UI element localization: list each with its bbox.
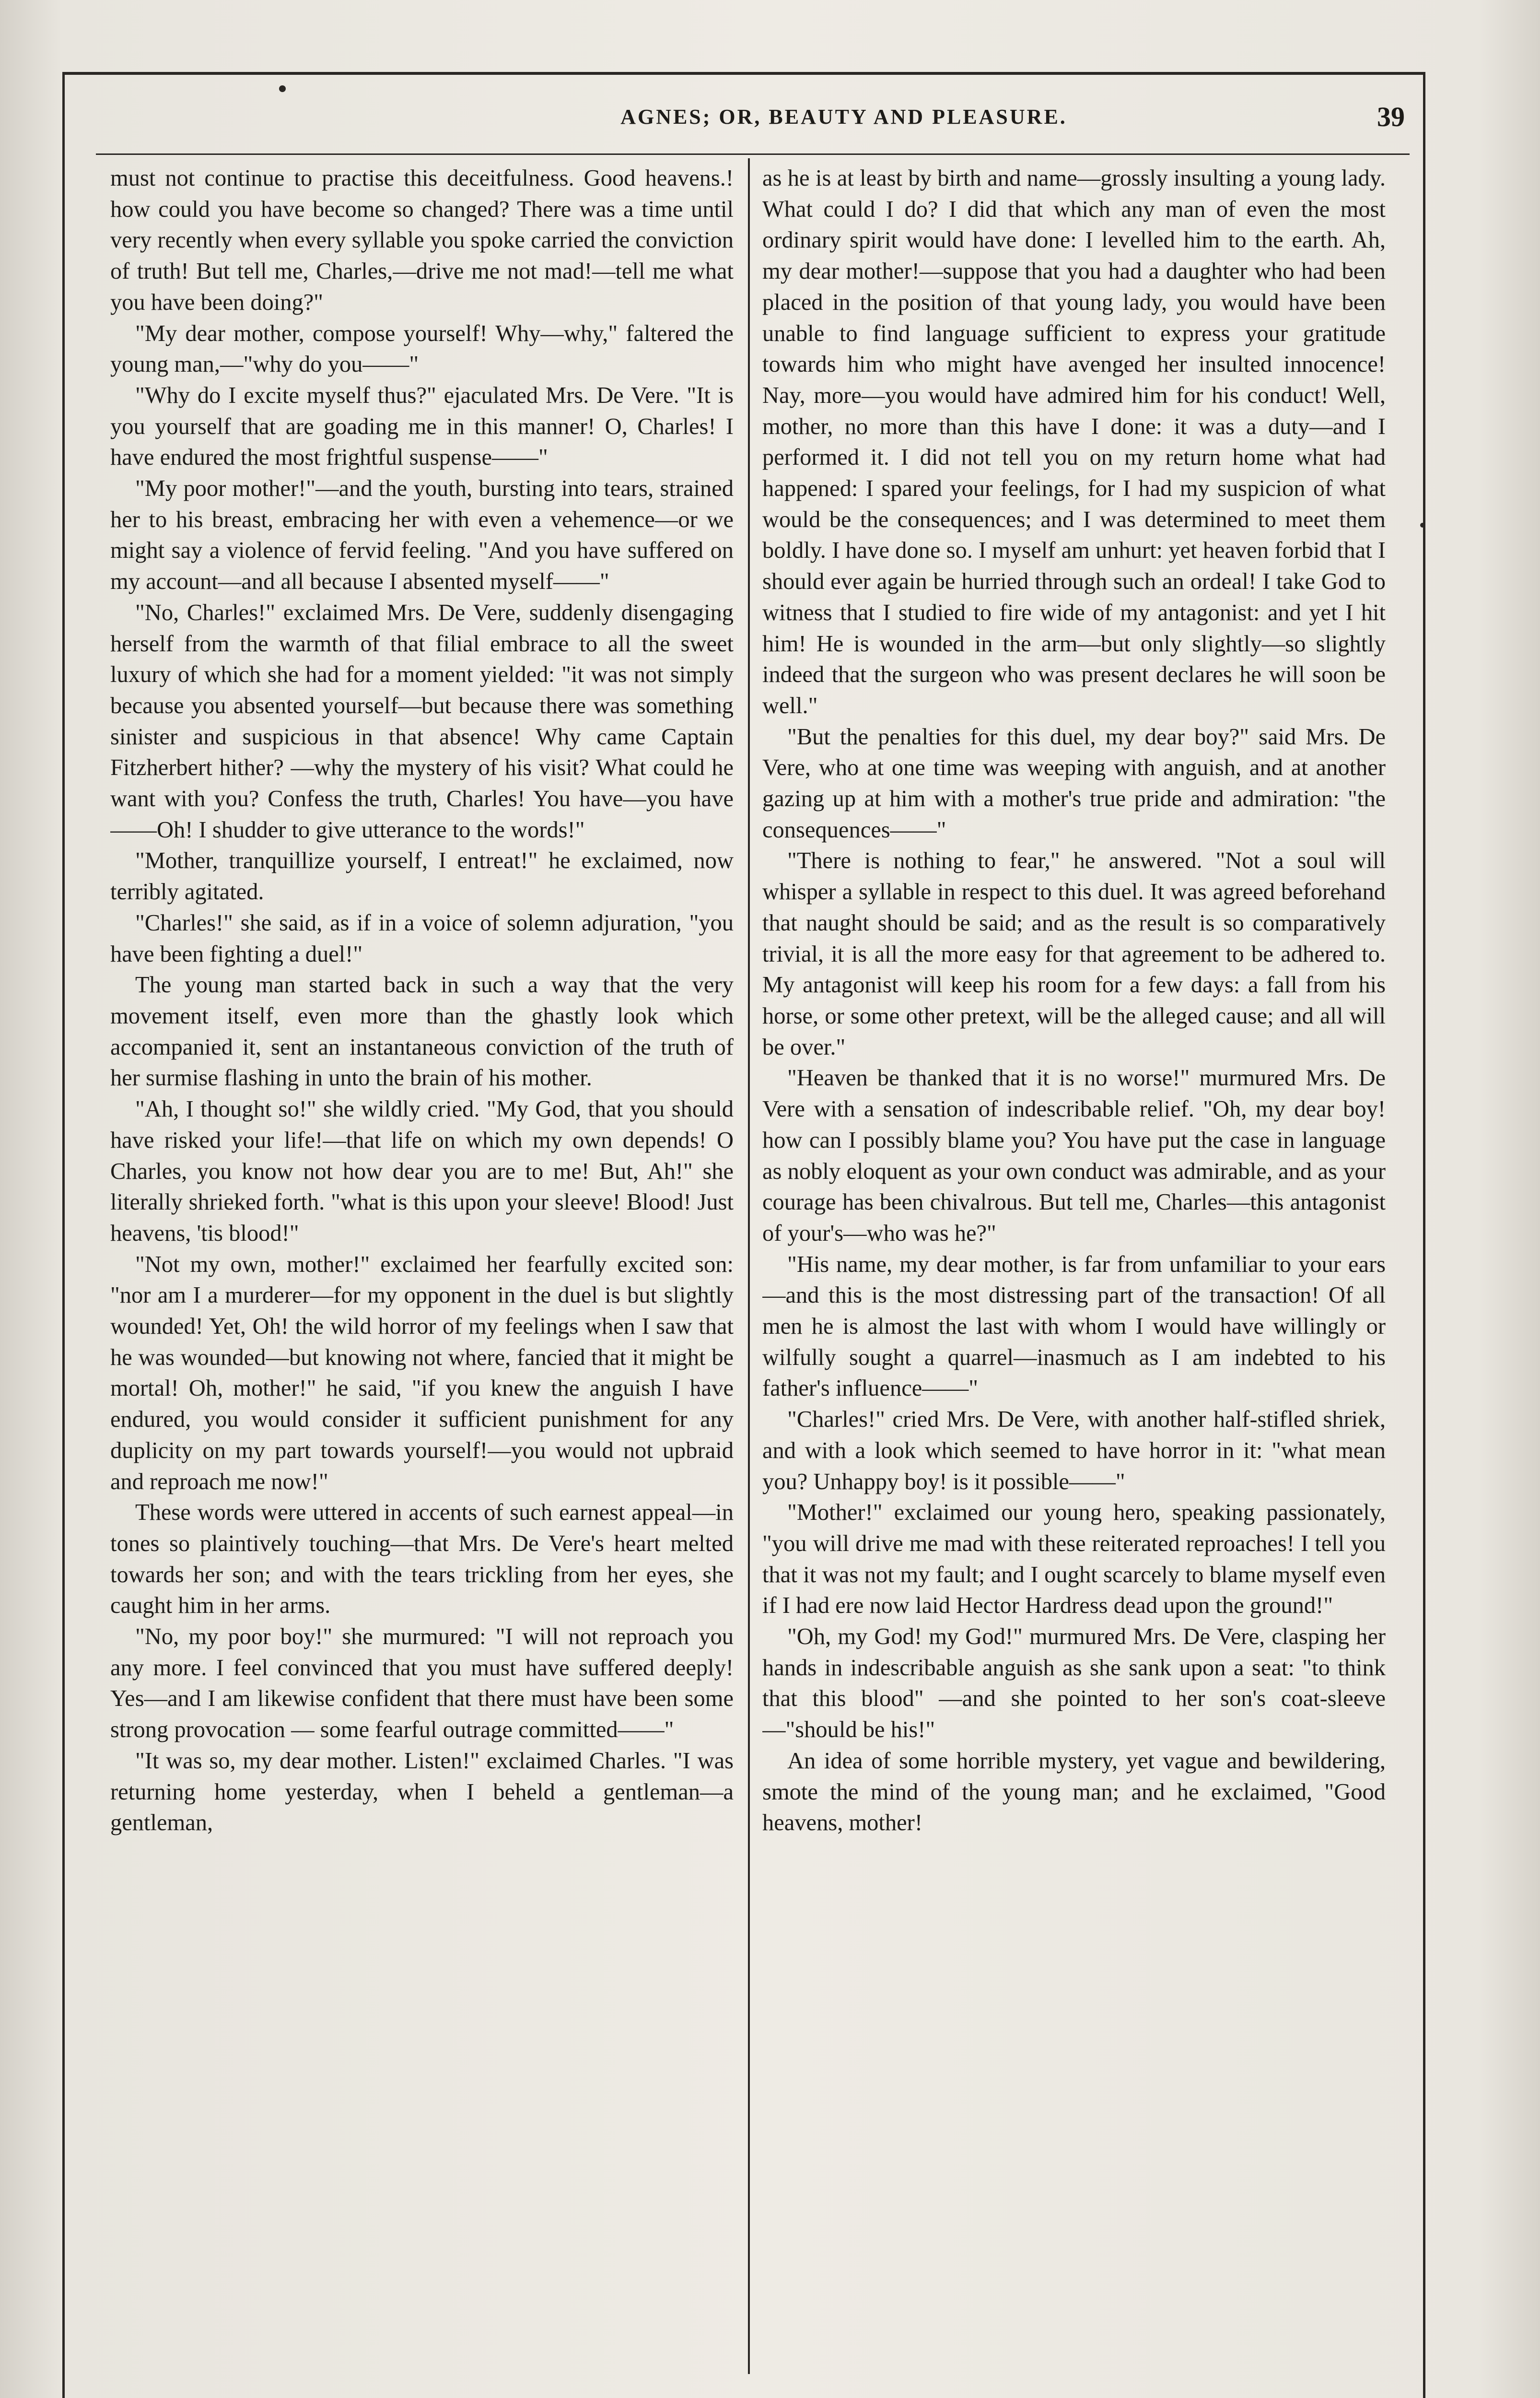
paragraph: An idea of some horrible mystery, yet vague and bewildering, smote the mind of the young man; and he exclaimed, "Good heavens, mother! xyxy=(762,1748,1386,1836)
paragraph: "Mother!" exclaimed our young hero, speaking passionately, "you will drive me mad with these reiterated reproaches! I tell you that it was not my fault; and I ought scarcely to blame myself even if I had ere now laid Hector Hardress dead upon the ground!" xyxy=(762,1500,1386,1619)
page-border-right xyxy=(1423,72,1425,2398)
page-border-top xyxy=(62,72,1424,75)
page-number: 39 xyxy=(1377,101,1405,132)
paragraph: "But the penalties for this duel, my dear boy?" said Mrs. De Vere, who at one time was weeping with anguish, and at another gazing up at him with a mother's true pride and admiration: "the consequences——" xyxy=(762,724,1386,843)
paragraph: "Charles!" she said, as if in a voice of solemn adjuration, "you have been fighting a duel!" xyxy=(110,910,734,967)
paragraph: "There is nothing to fear," he answered. "Not a soul will whisper a syllable in respect to this duel. It was agreed beforehand that naught should be said; and as the result is so comparatively trivial, it is all the more easy for that agreement to be adhered to. My antagonist will keep his room for a few days: a fall from his horse, or some other pretext, will be the alleged cause; and all will be over." xyxy=(762,848,1386,1060)
paragraph: "No, my poor boy!" she murmured: "I will not reproach you any more. I feel convinced that you must have suffered deeply! Yes—and I am likewise confident that there must have been some strong provocation — some fearful outrage committed——" xyxy=(110,1624,734,1743)
paragraph: These words were uttered in accents of such earnest appeal—in tones so plaintively touching—that Mrs. De Vere's heart melted towards her son; and with the tears trickling from her eyes, she caught him in her arms. xyxy=(110,1500,734,1619)
paragraph: "Heaven be thanked that it is no worse!" murmured Mrs. De Vere with a sensation of indescribable relief. "Oh, my dear boy! how can I possibly blame you? You have put the case in language as nobly eloquent as your own conduct was admirable, and as your courage has been chivalrous. But tell me, Charles—this antagonist of your's—who was he?" xyxy=(762,1065,1386,1246)
page-border-left xyxy=(62,72,65,2398)
paragraph: "My dear mother, compose yourself! Why—why," faltered the young man,—"why do you——" xyxy=(110,320,734,377)
column-divider xyxy=(748,158,750,2374)
print-speck xyxy=(1420,523,1425,528)
paragraph: "My poor mother!"—and the youth, bursting into tears, strained her to his breast, embracing her with even a vehemence—or we might say a violence of fervid feeling. "And you have suffered on my account—and all because I absented myself——" xyxy=(110,476,734,595)
paragraph: "Why do I excite myself thus?" ejaculated Mrs. De Vere. "It is you yourself that are goading me in this manner! O, Charles! I have endured the most frightful suspense——" xyxy=(110,382,734,470)
paragraph: "Oh, my God! my God!" murmured Mrs. De Vere, clasping her hands in indescribable anguish as she sank upon a seat: "to think that this blood" —and she pointed to her son's coat-sleeve—"should be his!" xyxy=(762,1624,1386,1743)
paragraph: "Charles!" cried Mrs. De Vere, with another half-stifled shriek, and with a look which seemed to have horror in it: "what mean you? Unhappy boy! is it possible——" xyxy=(762,1407,1386,1494)
paragraph: as he is at least by birth and name—grossly insulting a young lady. What could I do? I did that which any man of even the most ordinary spirit would have done: I levelled him to the earth. Ah, my dear mother!—suppose that you had a daughter who had been placed in the position of that young lady, you would have been unable to find language sufficient to express your gratitude towards him who might have avenged her insulted innocence! Nay, more—you would have admired him for his conduct! Well, mother, no more than this have I done: it was a duty—and I performed it. I did not tell you on my return home what had happened: I spared your feelings, for I had my suspicion of what would be the consequences; and I was determined to meet them boldly. I have done so. I myself am unhurt: yet heaven forbid that I should ever again be hurried through such an ordeal! I take God to witness that I studied to fire wide of my antagonist: and yet I hit him! He is wounded in the arm—but only slightly—so slightly indeed that the surgeon who was present declares he will soon be well." xyxy=(762,165,1386,718)
header-rule xyxy=(96,153,1410,155)
paragraph: "It was so, my dear mother. Listen!" exclaimed Charles. "I was returning home yesterday, when I beheld a gentleman—a gentleman, xyxy=(110,1748,734,1836)
paragraph: "Mother, tranquillize yourself, I entreat!" he exclaimed, now terribly agitated. xyxy=(110,848,734,905)
paragraph: The young man started back in such a way that the very movement itself, even more than the ghastly look which accompanied it, sent an instantaneous conviction of the truth of her surmise flashing in unto the brain of his mother. xyxy=(110,972,734,1091)
paragraph: "His name, my dear mother, is far from unfamiliar to your ears—and this is the most distressing part of the transaction! Of all men he is almost the last with whom I would have willingly or wilfully sought a quarrel—inasmuch as I am indebted to his father's influence——" xyxy=(762,1251,1386,1401)
left-text-column xyxy=(110,163,734,2369)
paragraph: "Not my own, mother!" exclaimed her fearfully excited son: "nor am I a murderer—for my opponent in the duel is but slightly wounded! Yet, Oh! the wild horror of my feelings when I saw that he was wounded—but knowing not where, fancied that it might be mortal! Oh, mother!" he said, "if you knew the anguish I have endured, you would consider it sufficient punishment for any duplicity on my part towards yourself!—you would not upbraid and reproach me now!" xyxy=(110,1251,734,1494)
paragraph: must not continue to practise this deceitfulness. Good heavens.! how could you have become so changed? There was a time until very recently when every syllable you spoke carried the conviction of truth! But tell me, Charles,—drive me not mad!—tell me what you have been doing?" xyxy=(110,165,734,315)
right-text-column xyxy=(762,163,1386,2369)
paragraph: "Ah, I thought so!" she wildly cried. "My God, that you should have risked your life!—that life on which my own depends! O Charles, you know not how dear you are to me! But, Ah!" she literally shrieked forth. "what is this upon your sleeve! Blood! Just heavens, 'tis blood!" xyxy=(110,1096,734,1246)
print-speck xyxy=(279,85,286,92)
paragraph: "No, Charles!" exclaimed Mrs. De Vere, suddenly disengaging herself from the warmth of that filial embrace to all the sweet luxury of which she had for a moment yielded: "it was not simply because you absented yourself—but because there was something sinister and suspicious in that absence! Why came Captain Fitzherbert hither? —why the mystery of his visit? What could he want with you? Confess the truth, Charles! You have—you have——Oh! I shudder to give utterance to the words!" xyxy=(110,600,734,843)
running-title: AGNES; OR, BEAUTY AND PLEASURE. xyxy=(620,105,1067,129)
